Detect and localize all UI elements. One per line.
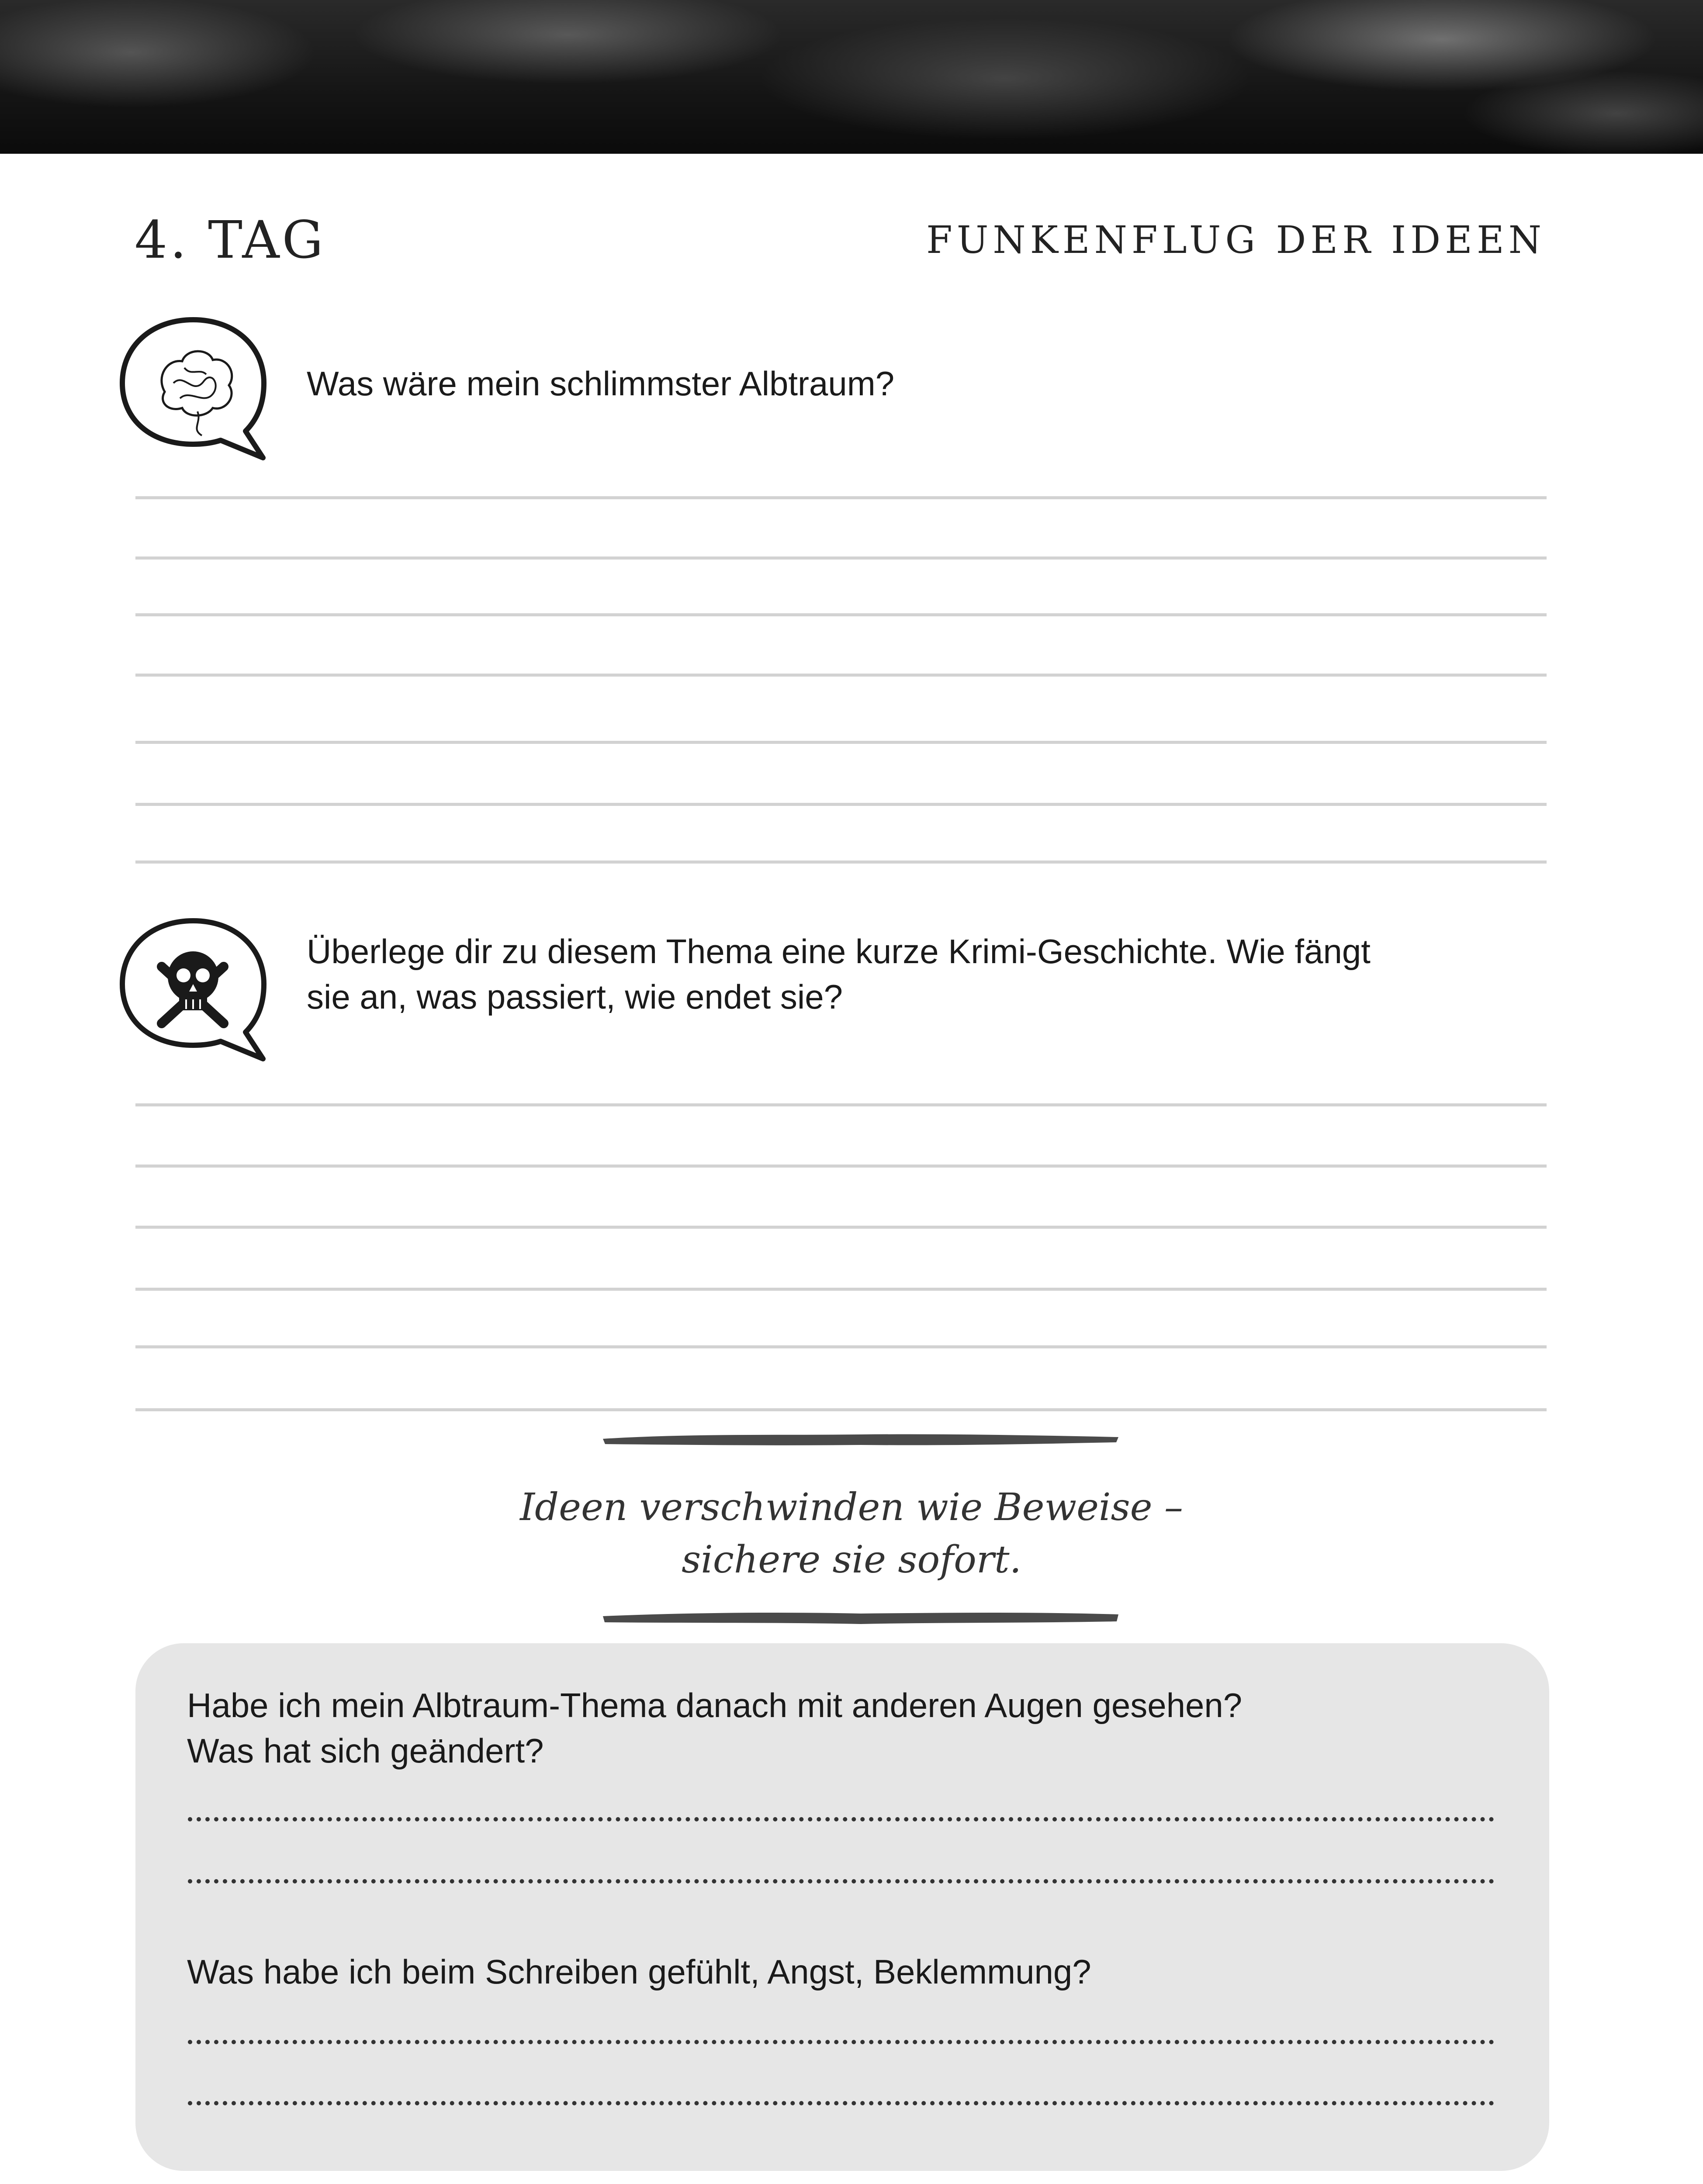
prompt-2-line-1: Überlege dir zu diesem Thema eine kurze Krimi-Geschichte. Wie fängt — [307, 932, 1371, 971]
writing-line[interactable] — [135, 556, 1547, 560]
brush-stroke-divider — [599, 1431, 1123, 1448]
quote-line-1: Ideen verschwinden wie Beweise – — [520, 1486, 1183, 1529]
writing-line[interactable] — [135, 613, 1547, 616]
storm-cloud-banner — [0, 0, 1703, 154]
writing-line[interactable] — [135, 741, 1547, 744]
dotted-answer-line[interactable] — [188, 1817, 1494, 1821]
prompt-2-line-2: sie an, was passiert, wie endet sie? — [307, 978, 843, 1016]
prompt-1-text: Was wäre mein schlimmster Albtraum? — [307, 364, 895, 403]
writing-line[interactable] — [135, 860, 1547, 864]
writing-line[interactable] — [135, 803, 1547, 806]
writing-line[interactable] — [135, 496, 1547, 499]
reflection-box — [135, 1643, 1549, 2171]
reflection-question-2: Was habe ich beim Schreiben gefühlt, Angst, Beklemmung? — [187, 1952, 1091, 1991]
skull-crossbones-speech-bubble-icon — [114, 912, 272, 1065]
reflection-question-1-line-2: Was hat sich geändert? — [187, 1731, 544, 1770]
writing-line[interactable] — [135, 1408, 1547, 1411]
dotted-answer-line[interactable] — [188, 2101, 1494, 2105]
section-title: FUNKENFLUG DER IDEEN — [926, 218, 1546, 262]
quote-line-2: sichere sie sofort. — [682, 1538, 1021, 1582]
brain-speech-bubble-icon — [114, 311, 272, 464]
writing-line[interactable] — [135, 1165, 1547, 1168]
writing-line[interactable] — [135, 1226, 1547, 1229]
dotted-answer-line[interactable] — [188, 2040, 1494, 2044]
writing-line[interactable] — [135, 1345, 1547, 1348]
writing-line[interactable] — [135, 1288, 1547, 1291]
writing-line[interactable] — [135, 674, 1547, 677]
writing-line[interactable] — [135, 1103, 1547, 1106]
reflection-question-1-line-1: Habe ich mein Albtraum-Thema danach mit anderen Augen gesehen? — [187, 1686, 1243, 1724]
day-title: 4. TAG — [135, 210, 326, 270]
dotted-answer-line[interactable] — [188, 1879, 1494, 1883]
brush-stroke-divider — [599, 1609, 1123, 1627]
